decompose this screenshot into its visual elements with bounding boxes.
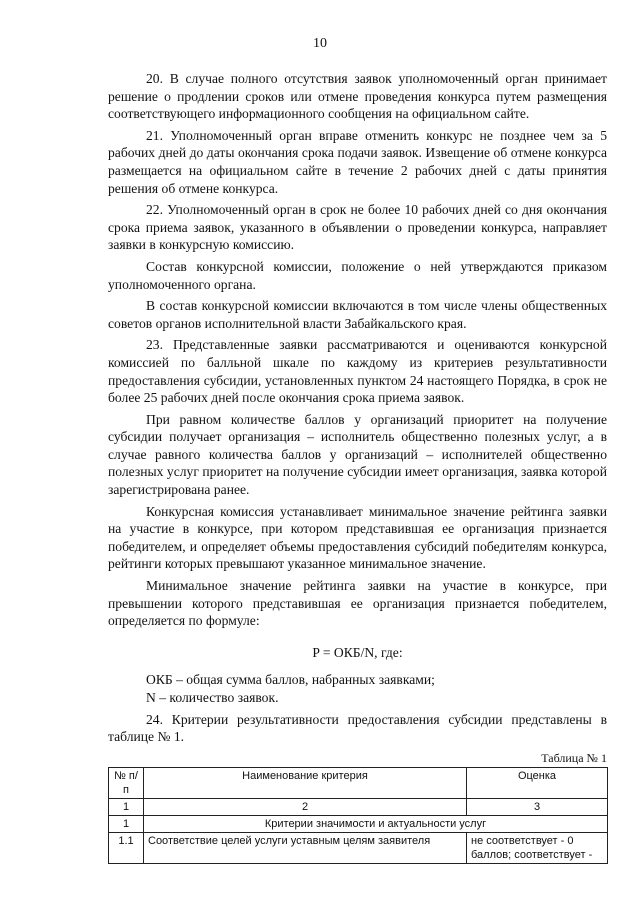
row-score: не соответствует - 0 баллов; соответствует -	[467, 833, 608, 864]
paragraph-commission-composition: Состав конкурсной комиссии, положение о ней утверждаются приказом уполномоченного органа.	[108, 258, 607, 292]
paragraph-formula-intro: Минимальное значение рейтинга заявки на участие в конкурсе, при превышении которого представившая ее организация признается победителем, определяется по формуле:	[108, 578, 607, 629]
formula: P = ОКБ/N, где:	[312, 644, 403, 660]
page-number: 10	[313, 36, 327, 51]
criteria-table	[108, 767, 608, 864]
row-number: 1.1	[109, 833, 144, 864]
section-number: 1	[109, 816, 144, 833]
row-criterion: Соответствие целей услуги уставным целям заявителя	[144, 833, 467, 864]
definition-n: N – количество заявок.	[146, 690, 279, 705]
paragraph-20: 20. В случае полного отсутствия заявок уполномоченный орган принимает решение о продлении сроков или отмене проведения конкурса путем размещения соответствующего информационного сообщения на официальном сайте.	[108, 71, 607, 122]
header-criterion: Наименование критерия	[144, 768, 467, 799]
paragraph-22: 22. Уполномоченный орган в срок не более 10 рабочих дней со дня окончания срока приема заявок, указанного в объявлении о проведении конкурса, направляет заявки в конкурсную комиссию.	[108, 202, 607, 253]
paragraph-commission-members: В состав конкурсной комиссии включаются в том числе члены общественных советов органов исполнительной власти Забайкальского края.	[108, 298, 607, 331]
paragraph-min-rating: Конкурсная комиссия устанавливает минимальное значение рейтинга заявки на участие в конкурсе, при котором представившая ее организация признается победителем, и определяет объемы предоставления субсидий победителям конкурса, рейтинги которых превышают указанное минимальное значение.	[108, 503, 607, 572]
paragraph-priority: При равном количестве баллов у организаций приоритет на получение субсидии получает организация – исполнитель общественно полезных услуг, а в случае равного количества баллов у организаций – исполнителей общественно полезных услуг приоритет на получение субсидии имеет организация, заявка которой зарегистрирована ранее.	[108, 411, 607, 498]
section-title: Критерии значимости и актуальности услуг	[144, 816, 608, 833]
header-score: Оценка	[467, 768, 608, 799]
numbering-cell: 1	[109, 799, 144, 816]
table-header-row	[109, 768, 608, 799]
document-body	[108, 70, 607, 864]
header-number: № п/п	[109, 768, 144, 799]
table-caption: Таблица № 1	[541, 750, 607, 765]
paragraph-23: 23. Представленные заявки рассматриваются и оцениваются конкурсной комиссией по балльной шкале по каждому из критериев результативности предоставления субсидии, установленных пунктом 24 настоящего Порядка, в срок не более 25 рабочих дней после окончания срока приема заявок.	[108, 337, 607, 406]
table-numbering-row	[109, 799, 608, 816]
paragraph-21: 21. Уполномоченный орган вправе отменить конкурс не позднее чем за 5 рабочих дней до даты окончания срока подачи заявок. Извещение об отмене конкурса размещается на официальном сайте в течение 2 рабочих дней с даты принятия решения об отмене конкурса.	[108, 127, 607, 196]
table-section-row	[109, 816, 608, 833]
table-row	[109, 833, 608, 864]
paragraph-24: 24. Критерии результативности предоставления субсидии представлены в таблице № 1.	[108, 711, 607, 745]
numbering-cell: 3	[467, 799, 608, 816]
numbering-cell: 2	[144, 799, 467, 816]
definition-okb: ОКБ – общая сумма баллов, набранных заявками;	[146, 672, 435, 688]
